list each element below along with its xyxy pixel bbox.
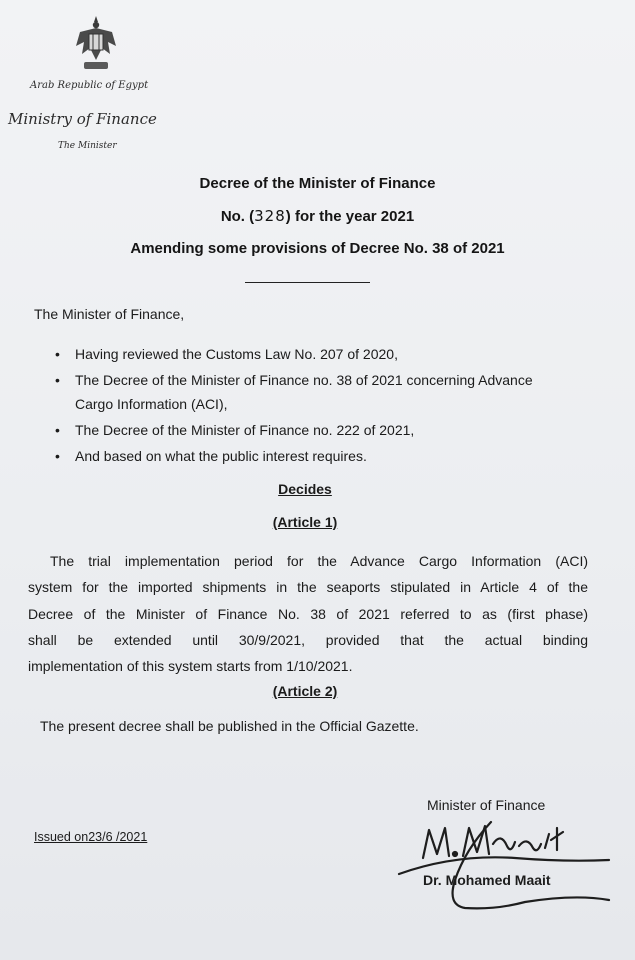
letterhead-country: Arab Republic of Egypt (30, 80, 149, 91)
list-item (50, 418, 610, 442)
preamble-list (50, 342, 610, 470)
list-item-text: The Decree of the Minister of Finance no. 38 of 2021 concerning Advance (75, 372, 533, 388)
list-item (50, 342, 610, 366)
decree-number-line (0, 207, 635, 225)
list-item (50, 368, 610, 416)
paragraph-line: system for the imported shipments in the seaports stipulated in Article 4 of the (28, 579, 588, 596)
list-item-text-continued: Cargo Information (ACI), (75, 396, 228, 412)
signatory-name: Dr. Mohamed Maait (423, 872, 551, 888)
bullet-icon: • (55, 372, 60, 388)
letterhead-minister: The Minister (58, 141, 117, 151)
letterhead-ministry: Ministry of Finance (8, 110, 157, 128)
title-divider (245, 282, 370, 283)
decree-number-handwritten: 328 (254, 207, 286, 225)
list-item (50, 444, 610, 468)
article-1-text (28, 548, 588, 679)
paragraph-line: The trial implementation period for the Advance Cargo Information (ACI) (50, 553, 588, 569)
article-2-heading: (Article 2) (272, 683, 338, 699)
paragraph-line: implementation of this system starts from 1/10/2021. (28, 658, 353, 675)
article-2-text: The present decree shall be published in the Official Gazette. (40, 718, 419, 734)
list-item-text: And based on what the public interest requires. (75, 448, 367, 464)
bullet-icon: • (55, 422, 60, 438)
handwritten-signature (395, 810, 615, 920)
list-item-text: The Decree of the Minister of Finance no. 222 of 2021, (75, 422, 415, 438)
signatory-title: Minister of Finance (427, 797, 546, 813)
decree-subtitle: Amending some provisions of Decree No. 38 of 2021 (130, 240, 505, 257)
list-item-text: Having reviewed the Customs Law No. 207 of 2020, (75, 346, 398, 362)
article-1-heading: (Article 1) (272, 514, 338, 530)
decree-title: Decree of the Minister of Finance (199, 175, 436, 192)
decides-heading: Decides (278, 481, 332, 497)
bullet-icon: • (55, 346, 60, 362)
decree-number-suffix: ) for the year 2021 (285, 208, 415, 225)
bullet-icon: • (55, 448, 60, 464)
paragraph-line: Decree of the Minister of Finance No. 38 of 2021 referred to as (first phase) (28, 605, 588, 622)
addressee-line: The Minister of Finance, (34, 306, 185, 322)
issued-date: Issued on23/6 /2021 (34, 830, 148, 844)
eagle-emblem-icon (72, 12, 120, 74)
paragraph-line: shall be extended until 30/9/2021, provided that the actual binding (28, 631, 588, 648)
decree-number-prefix: No. ( (220, 208, 255, 225)
